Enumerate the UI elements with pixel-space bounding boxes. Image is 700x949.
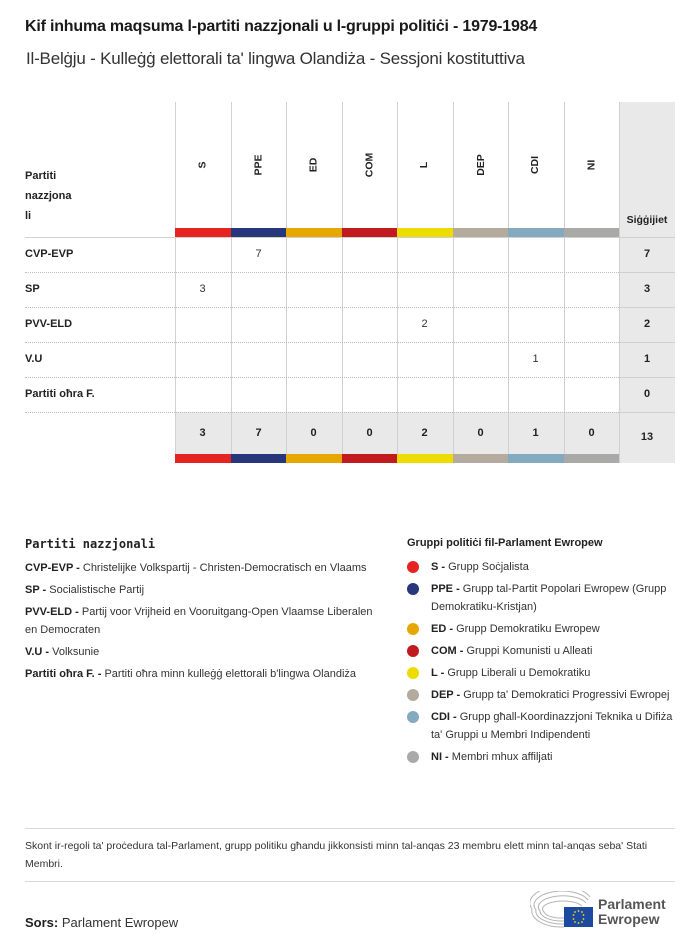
seat-cell: [175, 307, 230, 342]
column-total: 1: [532, 427, 539, 439]
group-color-bar-top: [342, 228, 397, 237]
national-parties-legend-title: Partiti nazzjonali: [25, 537, 156, 551]
party-name: Partiti oħra F.: [25, 388, 95, 400]
column-header-s: S: [196, 161, 209, 169]
group-color-bar-top: [397, 228, 453, 237]
political-groups-legend-title: Gruppi politiċi fil-Parlament Ewropew: [407, 537, 603, 549]
group-legend-item: [407, 664, 677, 682]
column-total: 0: [310, 427, 317, 439]
group-color-bar-top: [231, 228, 286, 237]
seat-cell: [175, 237, 230, 272]
seat-cell: [231, 377, 286, 412]
seat-cell: [175, 342, 230, 377]
seat-cell: [453, 272, 508, 307]
party-legend-item: [25, 581, 380, 599]
group-legend-item: [407, 686, 677, 704]
group-description: Grupp tal-Partit Popolari Ewropew (Grupp Demokratiku-Kristjan): [431, 583, 667, 613]
seat-cell: [342, 377, 397, 412]
seat-cell: [397, 237, 452, 272]
group-color-bar-top: [564, 228, 619, 237]
seat-cell: [286, 342, 341, 377]
european-parliament-logo: [530, 891, 676, 931]
color-dot-icon: [407, 583, 419, 595]
group-color-bar-bottom: [286, 454, 342, 463]
source-label: Sors:: [25, 915, 59, 930]
seat-cell: [286, 272, 341, 307]
seat-cell: [342, 237, 397, 272]
group-code: DEP -: [431, 689, 461, 701]
group-color-bar-bottom: [342, 454, 397, 463]
group-code: S -: [431, 561, 446, 573]
party-legend-item: [25, 643, 380, 661]
column-header-dep: DEP: [474, 154, 487, 176]
group-legend-item: [407, 620, 677, 638]
column-header-ed: ED: [307, 157, 320, 173]
color-dot-icon: [407, 623, 419, 635]
party-name: CVP-EVP: [25, 248, 74, 260]
source-value: Parlament Ewropew: [61, 915, 179, 930]
party-legend-item: [25, 559, 380, 577]
column-total: 0: [477, 427, 484, 439]
party-code: V.U -: [25, 646, 50, 658]
party-description: Volksunie: [52, 646, 100, 658]
party-legend-item: [25, 665, 380, 683]
group-legend-item: [407, 558, 677, 576]
group-legend-item: [407, 708, 677, 744]
group-color-bar-bottom: [231, 454, 286, 463]
divider: [25, 828, 675, 829]
column-header-ppe: PPE: [252, 154, 265, 176]
group-code: CDI -: [431, 711, 457, 723]
table-row: [25, 272, 675, 307]
seat-cell: [453, 342, 508, 377]
party-description: Partiti oħra minn kulleġġ elettorali b'lingwa Olandiża: [104, 668, 357, 680]
party-code: SP -: [25, 584, 47, 596]
group-description: Grupp ta' Demokratici Progressivi Ewropej: [463, 689, 670, 701]
column-total: 7: [255, 427, 262, 439]
color-dot-icon: [407, 751, 419, 763]
table-row: [25, 307, 675, 342]
grand-total: 13: [640, 431, 654, 443]
column-header-l: L: [418, 161, 431, 169]
group-description: Membri mhux affiljati: [451, 751, 553, 763]
group-color-bar-top: [453, 228, 508, 237]
seat-cell: [342, 272, 397, 307]
group-color-bar-bottom: [397, 454, 453, 463]
seat-cell: [508, 307, 563, 342]
hemicycle-icon: [530, 891, 594, 931]
divider: [25, 881, 675, 882]
seat-cell: [286, 377, 341, 412]
row-total: 3: [643, 283, 651, 295]
chart-subtitle: Il-Belġju - Kulleġġ elettorali ta' lingwa Olandiża - Sessjoni kostituttiva: [26, 49, 525, 68]
group-legend-item: [407, 642, 677, 660]
table-row: [25, 377, 675, 412]
seat-cell: [175, 377, 230, 412]
seat-cell: [342, 342, 397, 377]
party-name: V.U: [25, 353, 43, 365]
seat-cell: [397, 377, 452, 412]
color-dot-icon: [407, 561, 419, 573]
table-row: [25, 342, 675, 377]
seat-cell: [231, 342, 286, 377]
party-description: Socialistische Partij: [49, 584, 145, 596]
seat-cell: 3: [199, 283, 206, 295]
seat-cell: [397, 342, 452, 377]
seat-cell: [564, 272, 619, 307]
seat-cell: 7: [255, 248, 262, 260]
seat-cell: [453, 307, 508, 342]
national-parties-legend: [25, 537, 380, 687]
seat-cell: [453, 237, 508, 272]
seat-cell: [397, 272, 452, 307]
group-code: ED -: [431, 623, 453, 635]
party-code: PVV-ELD -: [25, 606, 79, 618]
seat-cell: [508, 237, 563, 272]
group-color-bar-bottom: [564, 454, 619, 463]
group-legend-item: [407, 748, 677, 766]
color-dot-icon: [407, 689, 419, 701]
party-description: Christelijke Volkspartij - Christen-Democratisch en Vlaams: [82, 562, 367, 574]
group-legend-item: [407, 580, 677, 616]
logo-wordmark: Parlament Ewropew: [598, 896, 666, 927]
column-header-ni: NI: [585, 159, 598, 171]
group-code: L -: [431, 667, 445, 679]
color-dot-icon: [407, 711, 419, 723]
seat-cell: [286, 237, 341, 272]
national-parties-header: Partiti nazzjona li: [25, 170, 72, 222]
political-groups-legend: [407, 537, 677, 770]
group-description: Grupp Demokratiku Ewropew: [456, 623, 600, 635]
group-color-bar-bottom: [508, 454, 564, 463]
seat-cell: [564, 307, 619, 342]
seats-header: Siġġijiet: [626, 214, 668, 226]
seat-cell: [453, 377, 508, 412]
group-color-bar-bottom: [175, 454, 231, 463]
group-code: COM -: [431, 645, 464, 657]
column-total: 2: [421, 427, 428, 439]
row-total: 7: [643, 248, 651, 260]
footnote: Skont ir-regoli ta' proċedura tal-Parlament, grupp politiku għandu jikkonsisti minn tal-anqas 23 membru elett minn tal-anqas seba' Stati Membri.: [25, 840, 648, 870]
group-color-bar-top: [508, 228, 564, 237]
seat-cell: [564, 237, 619, 272]
group-description: Grupp Soċjalista: [448, 561, 529, 573]
color-dot-icon: [407, 667, 419, 679]
party-code: CVP-EVP -: [25, 562, 80, 574]
group-description: Gruppi Komunisti u Alleati: [466, 645, 593, 657]
group-description: Grupp għall-Koordinazzjoni Teknika u Difiża ta' Gruppi u Membri Indipendenti: [431, 711, 673, 741]
seat-cell: [508, 272, 563, 307]
seat-cell: [564, 342, 619, 377]
seat-distribution-table: [25, 102, 675, 463]
seat-cell: [231, 307, 286, 342]
seat-cell: [342, 307, 397, 342]
party-legend-item: [25, 603, 380, 639]
color-dot-icon: [407, 645, 419, 657]
party-description: Partij voor Vrijheid en Vooruitgang-Open Vlaamse Liberalen en Democraten: [25, 606, 373, 636]
party-code: Partiti oħra F. -: [25, 668, 102, 680]
seat-cell: [564, 377, 619, 412]
group-code: NI -: [431, 751, 449, 763]
row-total: 2: [643, 318, 651, 330]
group-code: PPE -: [431, 583, 460, 595]
seat-cell: [286, 307, 341, 342]
table-row: [25, 237, 675, 272]
column-total: 0: [588, 427, 595, 439]
column-total: 0: [366, 427, 373, 439]
group-color-bar-top: [175, 228, 231, 237]
seat-cell: 1: [532, 353, 539, 365]
row-total: 1: [643, 353, 651, 365]
party-name: SP: [25, 283, 40, 295]
source-line: [25, 915, 178, 930]
group-color-bar-bottom: [453, 454, 508, 463]
chart-title: Kif inhuma maqsuma l-partiti nazzjonali u l-gruppi politiċi - 1979-1984: [25, 18, 538, 35]
seat-cell: 2: [421, 318, 428, 330]
seat-cell: [231, 272, 286, 307]
column-header-com: COM: [363, 152, 376, 178]
seat-cell: [508, 377, 563, 412]
column-total: 3: [199, 427, 206, 439]
group-description: Grupp Liberali u Demokratiku: [447, 667, 591, 679]
party-name: PVV-ELD: [25, 318, 73, 330]
row-total: 0: [643, 388, 651, 400]
group-color-bar-top: [286, 228, 342, 237]
column-header-cdi: CDI: [529, 155, 542, 175]
